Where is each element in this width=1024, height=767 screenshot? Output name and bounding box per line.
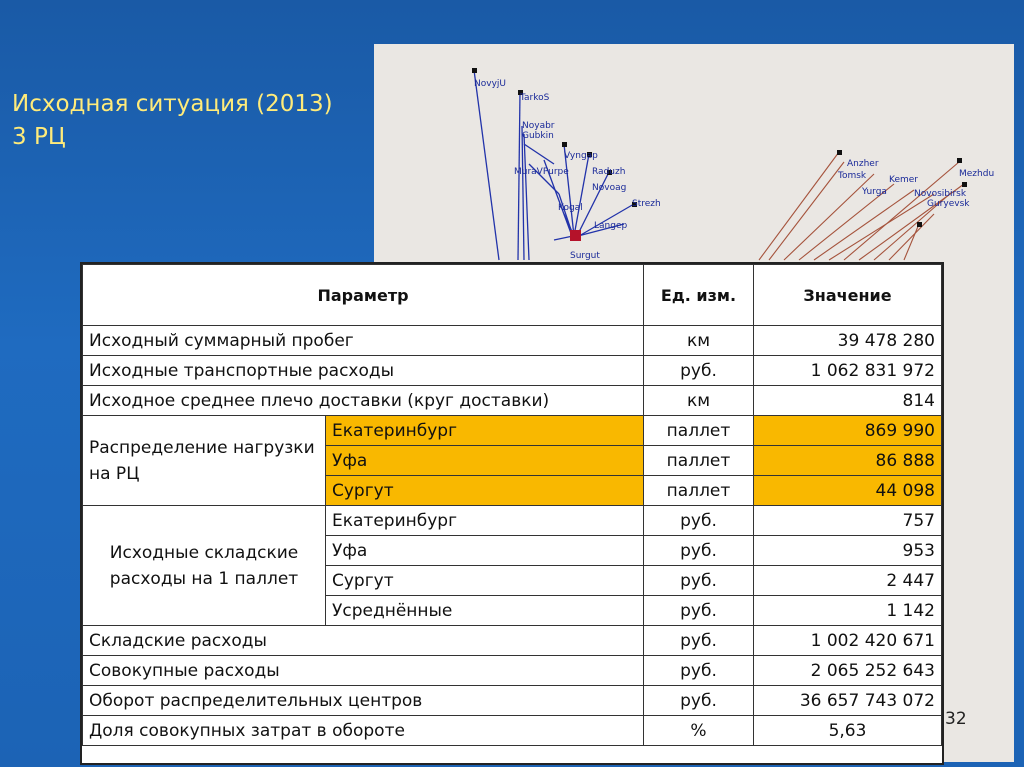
table-row [83, 716, 942, 746]
map-label: NovyjU [474, 79, 506, 89]
row-param: Оборот распределительных центров [83, 686, 644, 716]
row-unit: руб. [644, 686, 754, 716]
map-label: TarkoS [520, 93, 550, 103]
row-unit: руб. [644, 356, 754, 386]
header-param: Параметр [83, 265, 644, 326]
row-value: 1 142 [754, 596, 942, 626]
map-label: Tomsk [838, 171, 867, 181]
header-unit: Ед. изм. [644, 265, 754, 326]
header-value: Значение [754, 265, 942, 326]
row-unit: руб. [644, 506, 754, 536]
map-label: Gubkin [522, 131, 554, 141]
row-unit: руб. [644, 566, 754, 596]
row-subparam: Сургут [326, 476, 644, 506]
row-unit: руб. [644, 656, 754, 686]
row-value: 1 062 831 972 [754, 356, 942, 386]
row-subparam: Екатеринбург [326, 506, 644, 536]
table-row [83, 506, 942, 536]
table-row [83, 356, 942, 386]
map-label: Strezh [632, 199, 661, 209]
page-number: 32 [945, 709, 967, 729]
row-param: Складские расходы [83, 626, 644, 656]
row-param: Исходное среднее плечо доставки (круг доставки) [83, 386, 644, 416]
row-subparam: Усреднённые [326, 596, 644, 626]
parameters-table-container [80, 262, 944, 765]
row-value: 39 478 280 [754, 326, 942, 356]
table-row [83, 686, 942, 716]
row-unit: км [644, 326, 754, 356]
row-unit: паллет [644, 416, 754, 446]
map-label: Vyngap [564, 151, 598, 161]
title-line-1: Исходная ситуация (2013) [12, 91, 333, 117]
table-row [83, 326, 942, 356]
map-label: Anzher [847, 159, 879, 169]
row-value: 5,63 [754, 716, 942, 746]
map-label: Noyabr [522, 121, 555, 131]
row-subparam: Сургут [326, 566, 644, 596]
row-subparam: Уфа [326, 446, 644, 476]
table-row [83, 656, 942, 686]
row-value: 36 657 743 072 [754, 686, 942, 716]
table-row [83, 416, 942, 446]
row-value: 814 [754, 386, 942, 416]
map-label: Kemer [889, 175, 918, 185]
hub-marker [570, 230, 581, 241]
row-subparam: Уфа [326, 536, 644, 566]
parameters-table [82, 264, 942, 746]
row-subparam: Екатеринбург [326, 416, 644, 446]
map-label: Guryevsk [927, 199, 970, 209]
row-value: 1 002 420 671 [754, 626, 942, 656]
row-unit: руб. [644, 536, 754, 566]
row-value: 953 [754, 536, 942, 566]
row-unit: % [644, 716, 754, 746]
map-label: Langep [594, 221, 628, 231]
row-value: 44 098 [754, 476, 942, 506]
map-label: Yurga [862, 187, 887, 197]
map-label: Surgut [570, 251, 600, 261]
group-label-load: Распределение нагрузки на РЦ [83, 416, 326, 506]
map-label: Novoag [592, 183, 627, 193]
map-label: MuraVPurpe [514, 167, 569, 177]
map-label: Raduzh [592, 167, 626, 177]
row-param: Доля совокупных затрат в обороте [83, 716, 644, 746]
group-label-storage: Исходные складские расходы на 1 паллет [83, 506, 326, 626]
row-param: Исходный суммарный пробег [83, 326, 644, 356]
row-unit: руб. [644, 626, 754, 656]
row-value: 2 447 [754, 566, 942, 596]
slide-title [12, 88, 372, 154]
title-line-2: 3 РЦ [12, 124, 66, 150]
row-unit: паллет [644, 446, 754, 476]
row-unit: паллет [644, 476, 754, 506]
row-value: 869 990 [754, 416, 942, 446]
row-param: Исходные транспортные расходы [83, 356, 644, 386]
row-param: Совокупные расходы [83, 656, 644, 686]
table-row [83, 626, 942, 656]
row-value: 757 [754, 506, 942, 536]
row-value: 2 065 252 643 [754, 656, 942, 686]
table-row [83, 386, 942, 416]
table-header-row [83, 265, 942, 326]
row-value: 86 888 [754, 446, 942, 476]
map-label: Mezhdu [959, 169, 995, 179]
map-label: Novosibirsk [914, 189, 967, 199]
map-label: Kogal [558, 203, 583, 213]
row-unit: руб. [644, 596, 754, 626]
row-unit: км [644, 386, 754, 416]
